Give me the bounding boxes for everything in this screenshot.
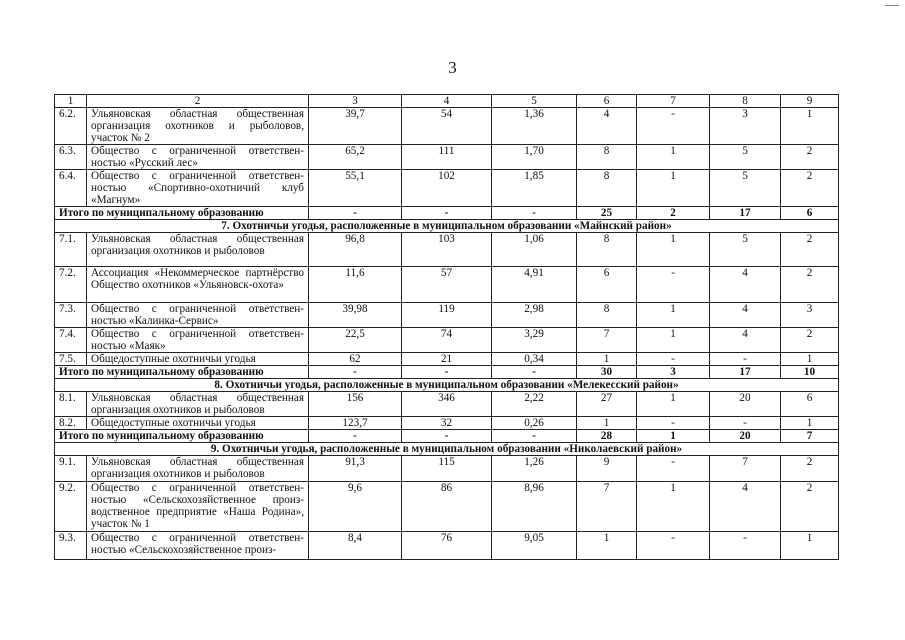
cell-c3: 9,6	[309, 482, 402, 532]
total-label: Итого по муниципальному образованию	[55, 366, 309, 379]
total-c9: 10	[781, 366, 839, 379]
column-number-9: 9	[781, 95, 839, 108]
total-label: Итого по муниципальному образованию	[55, 430, 309, 443]
total-c3: -	[309, 366, 402, 379]
column-number-1: 1	[55, 95, 87, 108]
cell-c6: 27	[577, 392, 637, 417]
cell-c7: -	[637, 108, 710, 145]
cell-c5: 1,26	[492, 456, 577, 482]
section-heading-row	[55, 220, 839, 233]
cell-c9: 1	[781, 108, 839, 145]
cell-c9: 2	[781, 456, 839, 482]
cell-c4: 21	[402, 353, 492, 366]
cell-c8: 20	[710, 392, 781, 417]
cell-c7: -	[637, 353, 710, 366]
cell-c3: 96,8	[309, 233, 402, 267]
cell-c3: 8,4	[309, 532, 402, 560]
cell-c7: 1	[637, 303, 710, 328]
section-title: 9. Охотничьи угодья, расположенные в муниципальном образовании «Николаевский район»	[55, 443, 839, 456]
page-number: 3	[448, 58, 457, 77]
cell-c5: 1,36	[492, 108, 577, 145]
table-row	[55, 353, 839, 366]
cell-c3: 55,1	[309, 170, 402, 207]
organization-name: Общество с ограниченной ответственностью «Спортивно-охотничий клуб «Магнум»	[87, 170, 309, 207]
table-row	[55, 328, 839, 353]
total-c7: 3	[637, 366, 710, 379]
cell-c9: 2	[781, 170, 839, 207]
cell-c4: 76	[402, 532, 492, 560]
organization-name: Ульяновская областная общественная организация охотников и рыболовов	[87, 456, 309, 482]
total-c5: -	[492, 366, 577, 379]
total-c3: -	[309, 207, 402, 220]
organization-name: Общедоступные охотничьи угодья	[87, 417, 309, 430]
row-number: 9.2.	[55, 482, 87, 532]
cell-c4: 119	[402, 303, 492, 328]
cell-c6: 7	[577, 328, 637, 353]
cell-c7: 1	[637, 233, 710, 267]
cell-c8: 7	[710, 456, 781, 482]
table-row	[55, 482, 839, 532]
row-number: 7.1.	[55, 233, 87, 267]
total-row	[55, 366, 839, 379]
hunting-grounds-table	[54, 94, 839, 560]
cell-c7: -	[637, 267, 710, 303]
total-c9: 7	[781, 430, 839, 443]
cell-c9: 1	[781, 417, 839, 430]
section-title: 7. Охотничьи угодья, расположенные в муниципальном образовании «Майнский район»	[55, 220, 839, 233]
row-number: 6.4.	[55, 170, 87, 207]
cell-c5: 4,91	[492, 267, 577, 303]
cell-c9: 2	[781, 145, 839, 170]
section-title: 8. Охотничьи угодья, расположенные в муниципальном образовании «Мелекесский район»	[55, 379, 839, 392]
cell-c8: 4	[710, 303, 781, 328]
cell-c9: 3	[781, 303, 839, 328]
cell-c5: 8,96	[492, 482, 577, 532]
row-number: 9.3.	[55, 532, 87, 560]
cell-c6: 8	[577, 145, 637, 170]
cell-c3: 39,98	[309, 303, 402, 328]
cell-c4: 115	[402, 456, 492, 482]
column-number-7: 7	[637, 95, 710, 108]
cell-c3: 11,6	[309, 267, 402, 303]
cell-c7: 1	[637, 145, 710, 170]
total-c4: -	[402, 207, 492, 220]
cell-c3: 22,5	[309, 328, 402, 353]
table-row	[55, 267, 839, 303]
cell-c8: -	[710, 532, 781, 560]
cell-c6: 8	[577, 170, 637, 207]
cell-c3: 62	[309, 353, 402, 366]
cell-c5: 0,26	[492, 417, 577, 430]
cell-c4: 74	[402, 328, 492, 353]
cell-c6: 8	[577, 303, 637, 328]
cell-c4: 86	[402, 482, 492, 532]
cell-c4: 32	[402, 417, 492, 430]
table-row	[55, 532, 839, 560]
cell-c5: 2,22	[492, 392, 577, 417]
cell-c6: 9	[577, 456, 637, 482]
cell-c5: 1,85	[492, 170, 577, 207]
total-label: Итого по муниципальному образованию	[55, 207, 309, 220]
cell-c8: 4	[710, 482, 781, 532]
cell-c9: 1	[781, 532, 839, 560]
row-number: 6.2.	[55, 108, 87, 145]
column-number-5: 5	[492, 95, 577, 108]
column-number-row	[55, 95, 839, 108]
cell-c4: 111	[402, 145, 492, 170]
organization-name: Общество с ограниченной ответственностью «Сельскохозяйственное произ-	[87, 532, 309, 560]
cell-c4: 103	[402, 233, 492, 267]
organization-name: Ассоциация «Некоммерческое партнёрство Общество охотников «Ульяновск-охота»	[87, 267, 309, 303]
cell-c8: -	[710, 353, 781, 366]
cell-c9: 6	[781, 392, 839, 417]
organization-name: Ульяновская областная общественная организация охотников и рыболовов	[87, 392, 309, 417]
cell-c9: 2	[781, 482, 839, 532]
total-c5: -	[492, 207, 577, 220]
total-row	[55, 430, 839, 443]
table-row	[55, 417, 839, 430]
cell-c8: 3	[710, 108, 781, 145]
cell-c9: 2	[781, 328, 839, 353]
cell-c7: -	[637, 456, 710, 482]
total-c7: 2	[637, 207, 710, 220]
total-c8: 20	[710, 430, 781, 443]
cell-c7: 1	[637, 482, 710, 532]
cell-c6: 1	[577, 532, 637, 560]
cell-c7: 1	[637, 170, 710, 207]
table-row	[55, 108, 839, 145]
cell-c5: 0,34	[492, 353, 577, 366]
total-c6: 30	[577, 366, 637, 379]
total-c6: 28	[577, 430, 637, 443]
cell-c5: 3,29	[492, 328, 577, 353]
row-number: 7.3.	[55, 303, 87, 328]
organization-name: Ульяновская областная общественная организация охотников и рыболовов, участок № 2	[87, 108, 309, 145]
cell-c4: 54	[402, 108, 492, 145]
cell-c8: 5	[710, 145, 781, 170]
column-number-8: 8	[710, 95, 781, 108]
cell-c3: 123,7	[309, 417, 402, 430]
total-row	[55, 207, 839, 220]
section-heading-row	[55, 379, 839, 392]
cell-c7: 1	[637, 328, 710, 353]
cell-c5: 1,70	[492, 145, 577, 170]
cell-c4: 346	[402, 392, 492, 417]
cell-c7: 1	[637, 392, 710, 417]
table-row	[55, 392, 839, 417]
organization-name: Общество с ограниченной ответственностью «Сельскохозяйственное производственное предприятие «Наша Родина», участок № 1	[87, 482, 309, 532]
table-row	[55, 303, 839, 328]
total-c9: 6	[781, 207, 839, 220]
table-row	[55, 233, 839, 267]
organization-name: Общедоступные охотничьи угодья	[87, 353, 309, 366]
total-c5: -	[492, 430, 577, 443]
total-c4: -	[402, 430, 492, 443]
column-number-4: 4	[402, 95, 492, 108]
cell-c7: -	[637, 417, 710, 430]
cell-c9: 2	[781, 233, 839, 267]
cell-c5: 9,05	[492, 532, 577, 560]
cell-c9: 1	[781, 353, 839, 366]
cell-c8: 4	[710, 328, 781, 353]
cell-c6: 8	[577, 233, 637, 267]
cell-c8: 5	[710, 233, 781, 267]
cell-c3: 91,3	[309, 456, 402, 482]
cell-c3: 65,2	[309, 145, 402, 170]
organization-name: Общество с ограниченной ответственностью «Калинка-Сервис»	[87, 303, 309, 328]
cell-c5: 2,98	[492, 303, 577, 328]
corner-mark	[885, 0, 899, 6]
organization-name: Общество с ограниченной ответственностью «Маяк»	[87, 328, 309, 353]
row-number: 7.4.	[55, 328, 87, 353]
row-number: 6.3.	[55, 145, 87, 170]
table-row	[55, 456, 839, 482]
cell-c7: -	[637, 532, 710, 560]
cell-c8: 4	[710, 267, 781, 303]
row-number: 9.1.	[55, 456, 87, 482]
cell-c3: 39,7	[309, 108, 402, 145]
cell-c9: 2	[781, 267, 839, 303]
column-number-6: 6	[577, 95, 637, 108]
cell-c5: 1,06	[492, 233, 577, 267]
cell-c6: 7	[577, 482, 637, 532]
organization-name: Ульяновская областная общественная организация охотников и рыболовов	[87, 233, 309, 267]
total-c4: -	[402, 366, 492, 379]
column-number-3: 3	[309, 95, 402, 108]
row-number: 8.2.	[55, 417, 87, 430]
row-number: 7.2.	[55, 267, 87, 303]
total-c6: 25	[577, 207, 637, 220]
cell-c4: 57	[402, 267, 492, 303]
total-c8: 17	[710, 366, 781, 379]
table-row	[55, 145, 839, 170]
cell-c3: 156	[309, 392, 402, 417]
cell-c4: 102	[402, 170, 492, 207]
cell-c8: 5	[710, 170, 781, 207]
row-number: 7.5.	[55, 353, 87, 366]
cell-c8: -	[710, 417, 781, 430]
cell-c6: 6	[577, 267, 637, 303]
section-heading-row	[55, 443, 839, 456]
cell-c6: 4	[577, 108, 637, 145]
total-c8: 17	[710, 207, 781, 220]
cell-c6: 1	[577, 353, 637, 366]
total-c3: -	[309, 430, 402, 443]
cell-c6: 1	[577, 417, 637, 430]
organization-name: Общество с ограниченной ответственностью «Русский лес»	[87, 145, 309, 170]
table-row	[55, 170, 839, 207]
row-number: 8.1.	[55, 392, 87, 417]
total-c7: 1	[637, 430, 710, 443]
column-number-2: 2	[87, 95, 309, 108]
